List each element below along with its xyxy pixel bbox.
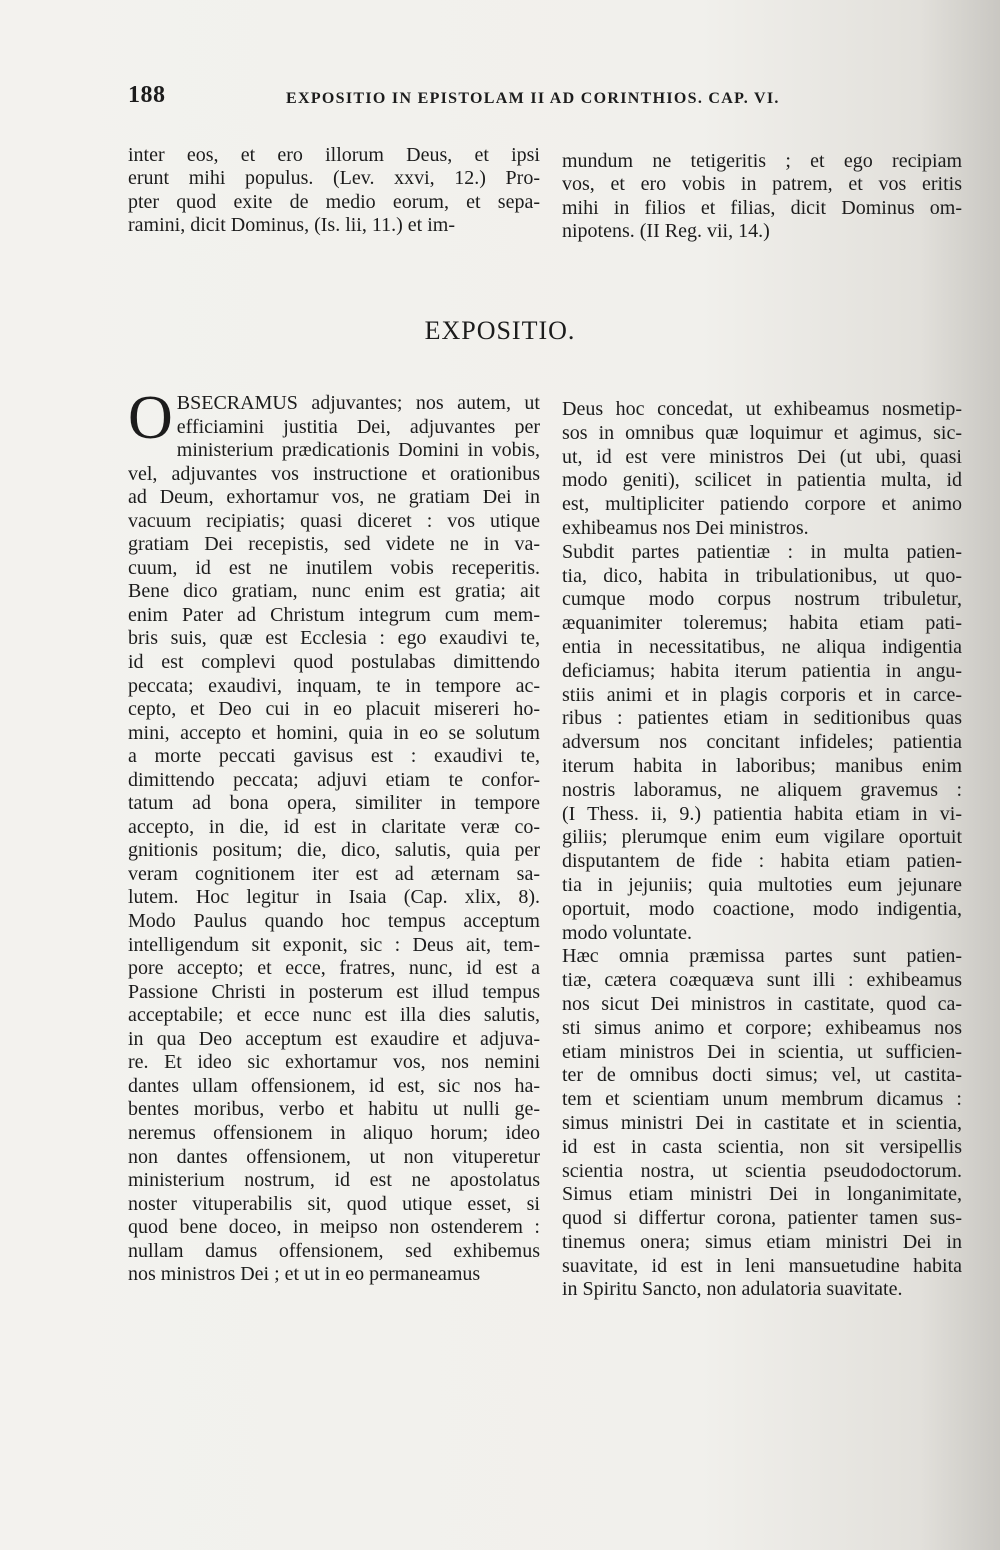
text-line: nos sicut Dei ministros in castitate, quod ca- bbox=[562, 992, 962, 1015]
text-line: gratiam Dei recepistis, sed videte ne in va- bbox=[128, 533, 540, 556]
text-line: bris suis, quæ est Ecclesia : ego exaudivi te, bbox=[128, 627, 540, 650]
text-line: stiis animi et in plagis corporis et in carce- bbox=[562, 683, 962, 706]
text-line: pore accepto; et ecce, fratres, nunc, id est a bbox=[128, 957, 540, 980]
text-line: giliis; plerumque enim eum vigilare oportuit bbox=[562, 826, 962, 849]
text-line: simus ministri Dei in castitate et in scientia, bbox=[562, 1111, 962, 1134]
text-line: etiam ministros Dei in scientia, ut sufficien- bbox=[562, 1040, 962, 1063]
commentary-column-left bbox=[128, 384, 540, 1287]
section-heading: EXPOSITIO. bbox=[424, 316, 576, 345]
text-line: inter eos, et ero illorum Deus, et ipsi bbox=[128, 144, 540, 166]
text-line: cepto, et Deo cui in eo placuit misereri ho- bbox=[128, 698, 540, 721]
text-line: pter quod exite de medio eorum, et sepa- bbox=[128, 190, 540, 213]
text-line: Deus hoc concedat, ut exhibeamus nosmetip- bbox=[562, 398, 962, 420]
text-line: æquanimiter toleremus; habita etiam pati- bbox=[562, 612, 962, 635]
text-line: vacuum recipiatis; quasi diceret : vos utique bbox=[128, 509, 540, 532]
page-header bbox=[128, 82, 958, 118]
text-line: quod bene doceo, in meipso non ostenderem : bbox=[128, 1216, 540, 1239]
text-line: tatum ad bona opera, similiter in tempore bbox=[128, 792, 540, 815]
text-line: vos, et ero vobis in patrem, et vos eritis bbox=[562, 173, 962, 196]
text-line: nos ministros Dei ; et ut in eo permaneamus bbox=[128, 1263, 481, 1286]
text-line: tinemus onera; simus etiam ministri Dei in bbox=[562, 1230, 962, 1253]
text-line: erunt mihi populus. (Lev. xxvi, 12.) Pro- bbox=[128, 167, 540, 190]
text-line: ribus : patientes etiam in seditionibus quas bbox=[562, 707, 962, 730]
text-line: Subdit partes patientiæ : in multa patien- bbox=[562, 540, 962, 563]
text-line: nullam damus offensionem, sed exhibemus bbox=[128, 1239, 540, 1262]
text-line: modo voluntate. bbox=[562, 921, 692, 944]
commentary-column-right bbox=[562, 398, 962, 1302]
commentary-left-text bbox=[128, 384, 540, 1287]
text-line: cuum, id est ne inutilem vobis receperitis. bbox=[128, 556, 540, 579]
text-line: peccata; exaudivi, inquam, te in tempore ac- bbox=[128, 674, 540, 697]
text-line: intelligendum sit exponit, sic : Deus ait, tem- bbox=[128, 933, 540, 956]
text-line: id est complevi quod postulabas dimittendo bbox=[128, 651, 540, 674]
text-line: quod si differtur corona, patienter tamen sus- bbox=[562, 1207, 962, 1230]
text-line: exhibeamus nos Dei ministros. bbox=[562, 516, 809, 539]
text-line: tia in jejuniis; quia multoties eum jejunare bbox=[562, 873, 962, 896]
text-line: ministerium nostrum, id est ne apostolatus bbox=[128, 1169, 540, 1192]
text-line: tia, dico, habita in tribulationibus, ut quo- bbox=[562, 564, 962, 587]
text-line: in qua Deo acceptum est exaudire et adjuva- bbox=[128, 1027, 540, 1050]
text-line: enim Pater ad Christum integrum cum mem- bbox=[128, 603, 540, 626]
text-line: bentes moribus, verbo et habitu ut nulli ge- bbox=[128, 1098, 540, 1121]
text-line: cumque modo corpus nostrum tribuletur, bbox=[562, 588, 962, 611]
text-line: mihi in filios et filias, dicit Dominus om- bbox=[562, 196, 962, 219]
text-line: sti simus animo et corpore; exhibeamus nos bbox=[562, 1016, 962, 1039]
text-line: oportuit, modo coactione, modo indigentia, bbox=[562, 897, 962, 920]
text-line: nostris laboramus, ne aliquem gravemus : bbox=[562, 778, 962, 801]
text-line: id est in casta scientia, non sit versipellis bbox=[562, 1135, 962, 1158]
text-line: (I Thess. ii, 9.) patientia habita etiam in vi- bbox=[562, 802, 962, 825]
text-line: ministerium prædicationis Domini in vobis, bbox=[176, 439, 540, 462]
scripture-column-right bbox=[562, 150, 962, 244]
text-line: ad Deum, exhortamur vos, ne gratiam Dei in bbox=[128, 486, 540, 509]
text-line: non dantes offensionem, ut non vituperetur bbox=[128, 1145, 540, 1168]
text-line: tem et scientiam unum membrum dicamus : bbox=[562, 1088, 962, 1111]
text-line: modo geniti), scilicet in patientia multa, id bbox=[562, 469, 962, 492]
text-line: accepto, in die, id est in claritate veræ co- bbox=[128, 815, 540, 838]
text-line: ter de omnibus docti simus; vel, ut castita- bbox=[562, 1064, 962, 1087]
text-line: mundum ne tetigeritis ; et ego recipiam bbox=[562, 150, 962, 172]
text-line: Bene dico gratiam, nunc enim est gratia; ait bbox=[128, 580, 540, 603]
text-line: BSECRAMUS adjuvantes; nos autem, ut bbox=[176, 392, 540, 414]
text-line: disputantem de fide : habita etiam patien- bbox=[562, 850, 962, 873]
text-line: Hæc omnia præmissa partes sunt patien- bbox=[562, 945, 962, 968]
text-line: lutem. Hoc legitur in Isaia (Cap. xlix, 8). bbox=[128, 886, 540, 909]
text-line: suavitate, id est in leni mansuetudine habita bbox=[562, 1254, 962, 1277]
text-line: tiæ, cætera coæquæva sunt illi : exhibeamus bbox=[562, 969, 962, 992]
text-line: a morte peccati gavisus est : exaudivi te, bbox=[128, 745, 540, 768]
text-line: ramini, dicit Dominus, (Is. lii, 11.) et im- bbox=[128, 214, 455, 237]
drop-cap: O bbox=[128, 384, 173, 452]
text-line: in Spiritu Sancto, non adulatoria suavitate. bbox=[562, 1278, 903, 1301]
text-line: adversum nos concitant infideles; patientia bbox=[562, 731, 962, 754]
text-line: neremus offensionem in aliquo horum; ideo bbox=[128, 1121, 540, 1144]
text-line: gnitionis positum; die, dico, salutis, quia per bbox=[128, 839, 540, 862]
text-line: re. Et ideo sic exhortamur vos, nos nemini bbox=[128, 1051, 540, 1074]
text-line: Passione Christi in posterum est illud tempus bbox=[128, 980, 540, 1003]
text-line: dimittendo peccata; adjuvi etiam te confor- bbox=[128, 768, 540, 791]
text-line: est, multipliciter patiendo corpore et animo bbox=[562, 493, 962, 516]
text-line: Simus etiam ministri Dei in longanimitate, bbox=[562, 1183, 962, 1206]
text-line: dantes ullam offensionem, id est, sic nos ha- bbox=[128, 1074, 540, 1097]
text-line: vel, adjuvantes vos instructione et orationibus bbox=[128, 462, 540, 485]
text-line: Modo Paulus quando hoc tempus acceptum bbox=[128, 910, 540, 933]
text-line: ut, id est vere ministros Dei (ut ubi, quasi bbox=[562, 445, 962, 468]
text-line: scientia nostra, ut scientia pseudodoctorum. bbox=[562, 1159, 962, 1182]
running-title: EXPOSITIO IN EPISTOLAM II AD CORINTHIOS. CAP. VI. bbox=[286, 90, 780, 107]
scripture-column-left bbox=[128, 144, 540, 238]
text-line: noster vituperabilis sit, quod utique esset, si bbox=[128, 1192, 540, 1215]
text-line: deficiamus; habita iterum patientia in angu- bbox=[562, 659, 962, 682]
text-line: mini, accepto et homini, quia in eo se solutum bbox=[128, 721, 540, 744]
text-line: acceptabile; et ecce nunc est illa dies salutis, bbox=[128, 1004, 540, 1027]
text-line: sos in omnibus quæ loquimur et agimus, sic- bbox=[562, 421, 962, 444]
text-line: entia in necessitatibus, ne aliqua indigentia bbox=[562, 635, 962, 658]
text-line: veram cognitionem iter est ad æternam sa- bbox=[128, 862, 540, 885]
text-line: nipotens. (II Reg. vii, 14.) bbox=[562, 220, 770, 243]
text-line: efficiamini justitia Dei, adjuvantes per bbox=[176, 415, 540, 438]
page-number: 188 bbox=[128, 82, 166, 108]
text-line: iterum habita in laboribus; manibus enim bbox=[562, 754, 962, 777]
